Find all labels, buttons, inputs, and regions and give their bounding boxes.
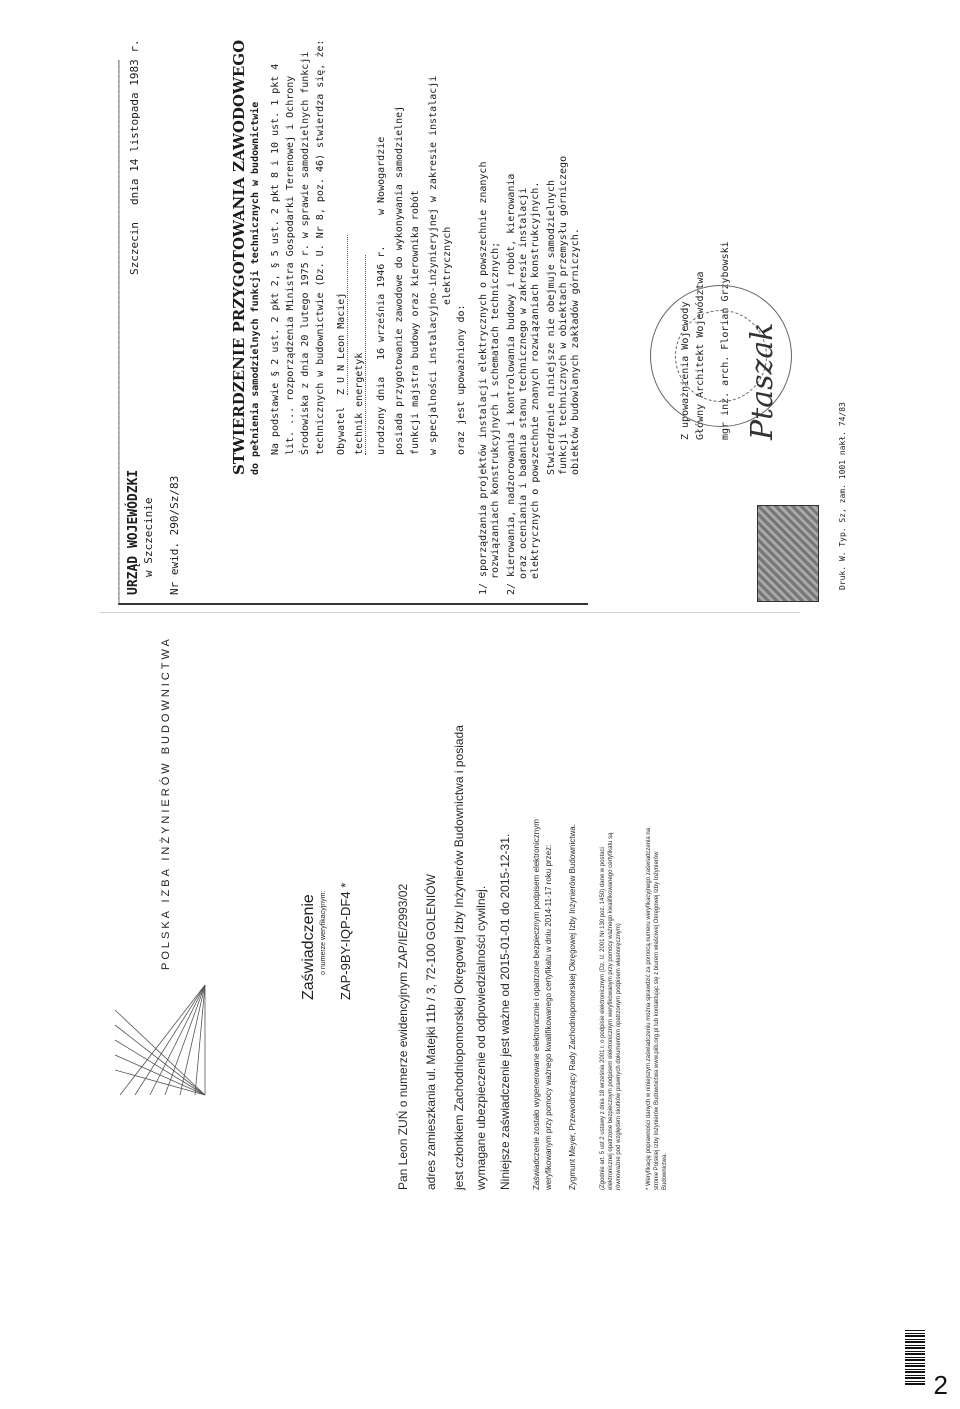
authority-line2: w Szczecinie [142,497,155,577]
cert-p5: Niniejsze zaświadczenie jest ważne od 2015-01-01 do 2015-12-31. [498,833,512,1190]
legal-line3: Środowiska z dnia 20 lutego 1975 r. w sprawie samodzielnych funkcji [300,51,311,455]
cert-title: Zaświadczenie [300,894,317,1000]
cert-law1: (Zgodnie art. 5 ust 2 ustawy z dnia 18 września 2001 r. o podpisie elektronicznym (Dz. U. 2001 Nr 130 poz. 1450) dane w postaci [600,847,606,1190]
qual-line1: posiada przygotowanie zawodowe do wykonywania samodzielnej [394,105,405,455]
piib-logo [110,980,215,1100]
page-number: 2 [933,1370,948,1400]
verify-code: ZAP-9BY-IQP-DF4 * [338,882,353,1000]
decree-title: STWIERDZENIE PRZYGOTOWANIA ZAWODOWEGO [230,39,248,475]
handwritten-signature: Ptaszak [745,322,780,440]
item2-line1: 2/ kierowania, nadzorowania i kontrolowania budowy i robót, kierowania [506,173,517,595]
item2-line3: elektrycznych o powszechnie znanych rozwiązaniach konstrukcyjnych. [530,181,541,579]
cert-note3: Budownictwa. [662,1152,668,1190]
born-date: 16 września 1946 r. [376,245,387,360]
legal-line2: lit. ... rozporządzenia Ministra Gospodarki Terenowej i Ochrony [285,75,296,455]
legal-line1: Na podstawie § 2 ust. 2 pkt 2, § 5 ust. 2 pkt 8 i 10 ust. 1 pkt 4 [270,63,281,455]
decree-panel [118,39,588,605]
qual-line4: elektrycznych [442,226,453,305]
authorized-line: oraz jest upoważniony do: [456,304,467,455]
scan-fold-line [100,612,800,613]
closing-line1: Stwierdzenie niniejsze nie obejmuje samodzielnych [546,179,557,475]
item1-line1: 1/ sporządzania projektów instalacji elektrycznych o powszechnie znanych [478,161,489,595]
born-place: w Nowogardzie [376,136,387,215]
profession: technik energetyk [354,255,366,455]
citizen-label: Obywatel [336,406,347,455]
cert-signer: Zygmunt Meyer, Przewodniczący Rady Zachodniopomorskiej Okręgowej Izby Inżynierów Budownictwa. [568,824,577,1190]
closing-line3: obiektów budowlanych zakładów górniczych. [570,228,581,475]
signature-role1-text: Z upoważnienia Wojewody [680,301,691,440]
piib-org-name: POLSKA IZBA INŻYNIERÓW BUDOWNICTWA [160,636,172,970]
verify-label: o numerze weryfikacyjnym: [320,890,327,975]
cert-p4: wymagane ubezpieczenie od odpowiedzialności cywilnej. [474,885,488,1190]
barcode [905,1330,925,1385]
item2-line2: oraz oceniania i badania stanu technicznego w zakresie instalacji [518,187,529,579]
cert-law3: równoważne pod względem skutków prawnych dokumentom opatrzonym podpisem własnoręcznym) [616,923,622,1190]
closing-line2: funkcji technicznych w obiektach przemysłu górniczego [558,155,569,475]
qual-line3: w specjalności instalacyjno-inżynieryjnej w zakresie instalacji [428,75,439,455]
cert-note1: * Weryfikację poprawności danych w niniejszym zaświadczeniu można sprawdzić za pomocą numeru weryfikacyjnego zaświadczenia na [646,827,652,1190]
authority-line1: URZĄD WOJEWÓDZKI [126,469,141,595]
place-prefix: Szczecin [128,222,141,275]
certificate-body [390,645,680,1190]
cert-e2: weryfikowanym przy pomocy ważnego kwalifikowanego certyfikatu w dniu 2014-11-17 roku przez: [544,844,553,1190]
citizen-name: Z U N Leon Maciej [336,235,348,395]
cert-note2: stronie Polskiej Izby Inżynierów Budownictwa www.piib.org.pl lub kontaktując się z biurem właściwej Okręgowej Izby Inżynierów [654,851,660,1190]
cert-law2: elektronicznej opatrzone bezpiecznym podpisem elektronicznym weryfikowanym przy pomocy ważnego kwalifikowanego certyfikatu są [608,832,614,1190]
qual-line2: funkcji majstra budowy oraz kierownika robót [410,190,421,455]
cert-p1: Pan Leon ZUŃ o numerze ewidencyjnym ZAP/IE/2993/02 [396,883,410,1190]
item1-line2: rozwiązaniach konstrukcyjnych i schematach technicznych; [490,241,501,579]
ref-number: Nr ewid. 290/Sz/83 [168,475,181,595]
place-date: dnia 14 listopada 1983 r. [128,39,141,205]
decree-subtitle: do pełnienia samodzielnych funkcji technicznych w budownictwie [250,101,261,475]
cert-e1: Zaświadczenie zostało wygenerowane elektronicznie i opatrzone bezpiecznym podpisem elektronicznym [532,819,541,1190]
print-footer: Druk. W. Typ. Sz, zam. 1001 nakł. 74/83 [838,402,847,590]
signature-name: mgr inż. arch. Florian Grzybowski [720,241,731,440]
piib-logo-graphic [110,980,215,1100]
fee-stamp [757,505,819,602]
born-label: urodzony dnia [376,376,387,455]
signature-role2-text: Główny Architekt Województwa [695,271,706,440]
cert-p3: jest członkiem Zachodniopomorskiej Okręgowej Izby Inżynierów Budownictwa i posiada [452,725,466,1190]
cert-p2: adres zamieszkania ul. Matejki 11b / 3, 72-100 GOLENIÓW [424,874,438,1190]
legal-line4: technicznych w budownictwie (Dz. U. Nr 8, poz. 46) stwierdza się, że: [315,39,326,455]
